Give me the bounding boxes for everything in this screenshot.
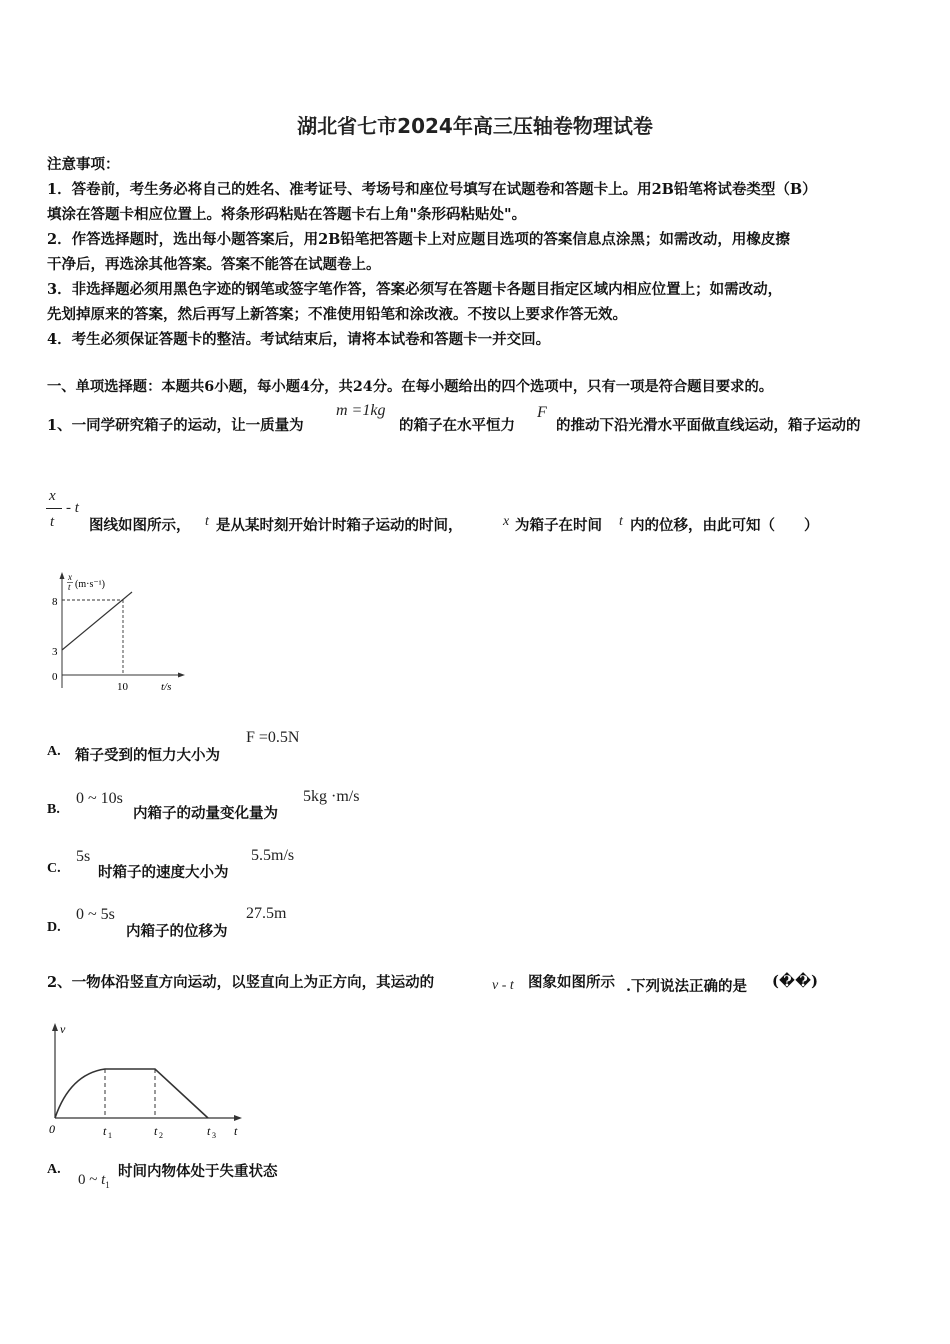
q1-t-var: t bbox=[619, 514, 623, 529]
option-d-expr: 27.5m bbox=[246, 905, 287, 922]
q2-answer-paren: (��) bbox=[772, 973, 819, 990]
option-c-pre: 5s bbox=[76, 848, 91, 865]
q2-option-a-text: 时间内物体处于失重状态 bbox=[118, 1163, 278, 1180]
q2-text: .下列说法正确的是 bbox=[626, 978, 748, 995]
q2-vt-graph bbox=[40, 1018, 255, 1148]
q2-text: 图象如图所示 bbox=[528, 974, 615, 991]
y-axis-label: (m·s⁻¹) bbox=[75, 579, 105, 590]
q2-option-a-expr bbox=[78, 1172, 110, 1190]
option-d-label: D. bbox=[47, 920, 61, 935]
q1-xt-graph bbox=[40, 570, 190, 695]
notice-line: 1．答卷前，考生务必将自己的姓名、准考证号、考场号和座位号填写在试题卷和答题卡上。用2B铅笔将试卷类型（B） bbox=[47, 181, 817, 198]
q1-t-var: t bbox=[205, 514, 209, 529]
q1-frac-den: t bbox=[50, 514, 55, 530]
q1-frac-tail: - t bbox=[66, 500, 79, 516]
t2-subscript: 2 bbox=[159, 1131, 163, 1140]
q1-text: 是从某时刻开始计时箱子运动的时间， bbox=[216, 517, 463, 534]
origin-label: 0 bbox=[49, 1122, 55, 1136]
notice-line: 3．非选择题必须用黑色字迹的钢笔或签字笔作答，答案必须写在答题卡各题目指定区域内相应位置上；如需改动， bbox=[47, 281, 783, 298]
notice-line: 填涂在答题卡相应位置上。将条形码粘贴在答题卡右上角"条形码粘贴处"。 bbox=[47, 206, 527, 223]
q1-frac-num: x bbox=[49, 488, 56, 504]
origin-label: 0 bbox=[52, 671, 58, 683]
section-heading: 一、单项选择题：本题共6小题，每小题4分，共24分。在每小题给出的四个选项中，只有一项是符合题目要求的。 bbox=[47, 379, 774, 395]
y-axis-label: v bbox=[60, 1022, 66, 1036]
option-d-pre: 0 ~ 5s bbox=[76, 906, 115, 923]
option-b-text: 内箱子的动量变化量为 bbox=[133, 805, 278, 822]
notice-line: 先划掉原来的答案，然后再写上新答案；不准使用铅笔和涂改液。不按以上要求作答无效。 bbox=[47, 306, 627, 323]
q1-frac-bar bbox=[46, 508, 62, 509]
q1-text: 内的位移，由此可知（ ） bbox=[630, 517, 819, 534]
t2-label: t bbox=[154, 1124, 158, 1138]
option-b-expr: 5kg ·m/s bbox=[303, 788, 360, 805]
x-axis-label: t bbox=[234, 1124, 238, 1138]
option-a-label: A. bbox=[47, 744, 61, 759]
option-d-text: 内箱子的位移为 bbox=[126, 923, 228, 940]
t1-subscript: 1 bbox=[108, 1131, 112, 1140]
q1-force-var: F bbox=[537, 404, 547, 421]
option-b-pre: 0 ~ 10s bbox=[76, 790, 123, 807]
q1-x-var: x bbox=[503, 514, 510, 529]
q1-text: 的箱子在水平恒力 bbox=[399, 417, 515, 434]
option-c-label: C. bbox=[47, 861, 61, 876]
option-c-expr: 5.5m/s bbox=[251, 847, 295, 864]
page-title: 湖北省七市2024年高三压轴卷物理试卷 bbox=[297, 114, 653, 138]
q2-option-a-expr-sub: 1 bbox=[105, 1180, 110, 1190]
x-tick-10: 10 bbox=[117, 681, 128, 693]
option-a-text: 箱子受到的恒力大小为 bbox=[75, 747, 220, 764]
q2-text: 2、一物体沿竖直方向运动，以竖直向上为正方向，其运动的 bbox=[47, 974, 435, 991]
notice-line: 干净后，再选涂其他答案。答案不能答在试题卷上。 bbox=[47, 256, 381, 273]
y-axis-arrow bbox=[60, 572, 65, 579]
y-frac-num: x bbox=[68, 572, 72, 582]
q1-mass-expr: m =1kg bbox=[336, 402, 386, 419]
x-axis-label: t/s bbox=[161, 681, 172, 693]
xt-line bbox=[62, 592, 132, 650]
notice-line: 4．考生必须保证答题卡的整洁。考试结束后，请将本试卷和答题卡一并交回。 bbox=[47, 331, 551, 348]
y-axis-arrow bbox=[52, 1023, 58, 1031]
q1-text: 的推动下沿光滑水平面做直线运动，箱子运动的 bbox=[556, 417, 861, 434]
q2-vt-expr: v - t bbox=[492, 978, 514, 993]
q2-option-a-expr-pre: 0 ~ bbox=[78, 1172, 102, 1188]
q1-text: 为箱子在时间 bbox=[515, 517, 602, 534]
option-c-text: 时箱子的速度大小为 bbox=[98, 864, 229, 881]
t1-label: t bbox=[103, 1124, 107, 1138]
notice-heading: 注意事项： bbox=[47, 156, 120, 173]
q1-text: 1、一同学研究箱子的运动，让一质量为 bbox=[47, 417, 304, 434]
option-a-expr: F =0.5N bbox=[246, 729, 300, 746]
q1-text: 图线如图所示， bbox=[89, 517, 191, 534]
vt-curve bbox=[55, 1069, 208, 1118]
y-frac-den: t bbox=[68, 582, 71, 592]
q2-option-a-expr-var: t bbox=[101, 1172, 106, 1188]
t3-label: t bbox=[207, 1124, 211, 1138]
y-tick-8: 8 bbox=[52, 596, 58, 608]
x-axis-arrow bbox=[234, 1115, 242, 1121]
notice-line: 2．作答选择题时，选出每小题答案后，用2B铅笔把答题卡上对应题目选项的答案信息点涂黑；如需改动，用橡皮擦 bbox=[47, 231, 790, 248]
q2-option-a-label: A. bbox=[47, 1162, 61, 1177]
option-b-label: B. bbox=[47, 802, 60, 817]
t3-subscript: 3 bbox=[212, 1131, 216, 1140]
x-axis-arrow bbox=[178, 673, 185, 678]
y-tick-3: 3 bbox=[52, 646, 58, 658]
